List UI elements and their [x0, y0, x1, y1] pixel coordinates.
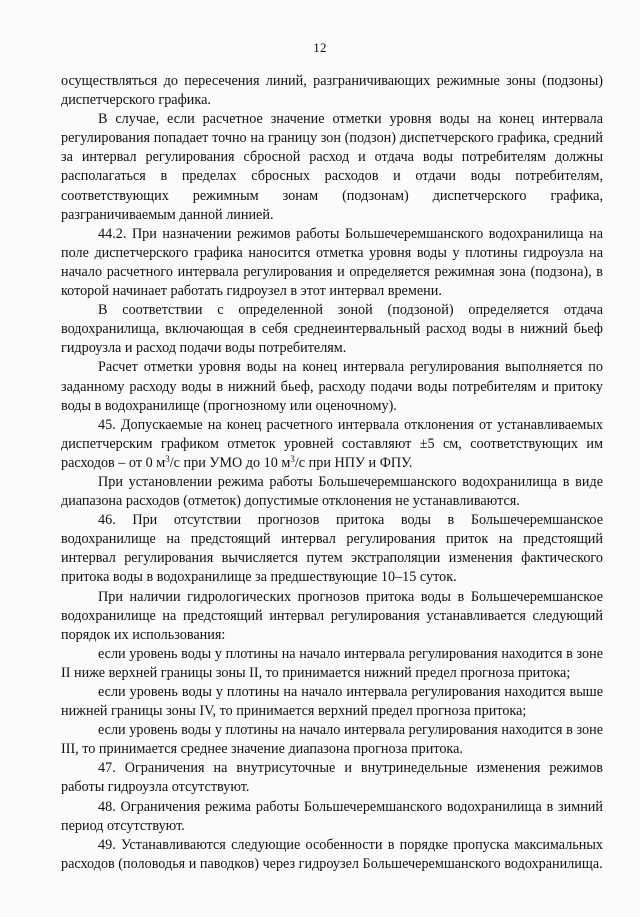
paragraph-forecast-order: При наличии гидрологических прогнозов притока воды в Большечеремшанское водохранилище на предстоящий интервал регулирования устанавливается следующий порядок их использования: — [61, 588, 603, 643]
paragraph-46: 46. При отсутствии прогнозов притока воды в Большечеремшанское водохранилище на предстоящий интервал регулирования приток на предстоящий интервал регулирования вычисляется путем экстраполяции изменения фактического притока воды в водохранилище за предшествующие 10–15 суток. — [61, 512, 603, 586]
document-body — [61, 72, 603, 874]
paragraph-zone-iii: если уровень воды у плотины на начало интервала регулирования находится в зоне III, то принимается среднее значение диапазона прогноза притока. — [61, 722, 603, 758]
paragraph-45-part-c: /с при НПУ и ФПУ. — [294, 454, 413, 471]
paragraph-range-mode: При установлении режима работы Большечеремшанского водохранилища в виде диапазона расходов (отметок) допустимые отклонения не устанавливаются. — [61, 473, 603, 510]
paragraph-boundary-case: В случае, если расчетное значение отметки уровня воды на конец интервала регулирования попадает точно на границу зон (подзон) диспетчерского графика, средний за интервал регулирования сбросной расход и отдача воды потребителям должны располагаться в пределах сбросных расходов и отдачи воды потребителям, соответствующих режимным зонам (подзонам) диспетчерского графика, разграничиваемым данной линией. — [61, 111, 603, 223]
paragraph-44-2: 44.2. При назначении режимов работы Большечеремшанского водохранилища на поле диспетчерского графика наносится отметка уровня воды у плотины гидроузла на начало расчетного интервала регулирования и определяется режимная зона (подзона), в которой начинает работать гидроузел в этот интервал времени. — [61, 225, 603, 300]
paragraph-47: 47. Ограничения на внутрисуточные и внутринедельные изменения режимов работы гидроузла отсутствуют. — [61, 760, 603, 796]
paragraph-zone-outflow: В соответствии с определенной зоной (подзоной) определяется отдача водохранилища, включающая в себя среднеинтервальный расход воды в нижний бьеф гидроузла и расход подачи воды потребителям. — [61, 302, 603, 357]
superscript-cubic: 3 — [290, 453, 295, 464]
paragraph-45-part-b: /с при УМО до 10 м — [169, 454, 291, 471]
superscript-cubic: 3 — [165, 453, 170, 464]
paragraph-49: 49. Устанавливаются следующие особенности в порядке пропуска максимальных расходов (половодья и паводков) через гидроузел Большечеремшанского водохранилища. — [61, 836, 603, 872]
paragraph-45-part-a: 45. Допускаемые на конец расчетного интервала отклонения от устанавливаемых диспетчерским графиком отметок уровней составляют ±5 см, соответствующих им расходов – от 0 м — [61, 416, 603, 471]
paragraph-zone-ii: если уровень воды у плотины на начало интервала регулирования находится в зоне II ниже верхней границы зоны II, то принимается нижний предел прогноза притока; — [61, 645, 603, 681]
paragraph-45 — [61, 416, 603, 473]
paragraph-48: 48. Ограничения режима работы Большечеремшанского водохранилища в зимний период отсутствуют. — [61, 798, 603, 834]
paragraph-zone-iv: если уровень воды у плотины на начало интервала регулирования находится выше нижней границы зоны IV, то принимается верхний предел прогноза притока; — [61, 684, 603, 720]
paragraph-level-calculation: Расчет отметки уровня воды на конец интервала регулирования выполняется по заданному расходу воды в нижний бьеф, расходу подачи воды потребителям и притоку воды в водохранилище (прогнозному или оценочному). — [61, 359, 603, 414]
page-number: 12 — [313, 40, 327, 55]
paragraph-continuation: осуществляться до пересечения линий, разграничивающих режимные зоны (подзоны) диспетчерского графика. — [61, 73, 603, 109]
